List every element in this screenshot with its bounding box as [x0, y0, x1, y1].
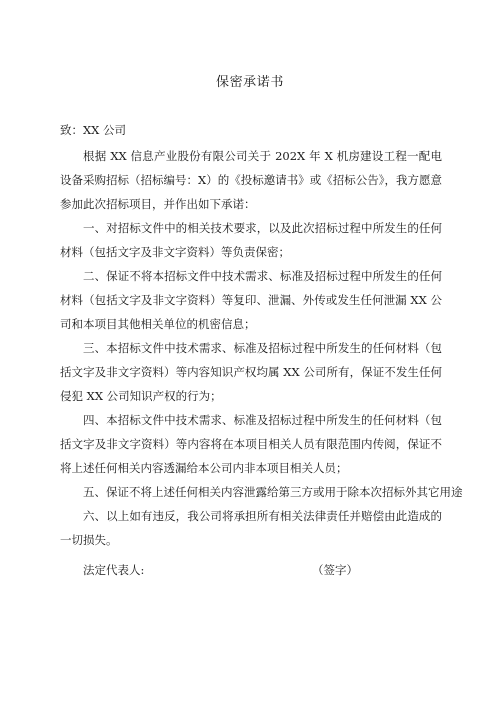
paragraph-5: 五、保证不将上述任何相关内容泄露给第三方或用于除本次招标外其它用途	[83, 485, 463, 499]
paragraph-intro: 根据 XX 信息产业股份有限公司关于 202X 年 X 机房建设工程一配电设备采购招标（招标编号：X）的《投标邀请书》或《招标公告》，我方愿意参加此次招标项目，并作出如下承诺：	[60, 149, 442, 211]
document-title: 保密承诺书	[215, 75, 284, 90]
paragraph-2: 二、保证不将本招标文件中技术需求、标准及招标过程中所发生的任何材料（包括文字及非文字资料）等复印、泄漏、外传或发生任何泄漏 XX 公司和本项目其他相关单位的机密信息；	[60, 269, 442, 331]
signature-line	[60, 558, 442, 582]
document-body	[60, 116, 463, 582]
legal-representative-label: 法定代表人:	[83, 563, 145, 577]
paragraph-3: 三、本招标文件中技术需求、标准及招标过程中所发生的任何材料（包括文字及非文字资料）等内容知识产权均属 XX 公司所有，保证不发生任何侵犯 XX 公司知识产权的行为；	[60, 341, 442, 403]
paragraph-1: 一、对招标文件中的相关技术要求，以及此次招标过程中所发生的任何材料（包括文字及非文字资料）等负责保密；	[60, 221, 442, 259]
signature-label: （签字）	[312, 563, 358, 577]
addressee: 致：XX 公司	[60, 123, 127, 137]
paragraph-6: 六、以上如有违反，我公司将承担所有相关法律责任并赔偿由此造成的一切损失。	[60, 509, 442, 547]
paragraph-4: 四、本招标文件中技术需求、标准及招标过程中所发生的任何材料（包括文字及非文字资料）等内容将在本项目相关人员有限范围内传阅，保证不将上述任何相关内容透漏给本公司内非本项目相关人员；	[60, 413, 442, 475]
